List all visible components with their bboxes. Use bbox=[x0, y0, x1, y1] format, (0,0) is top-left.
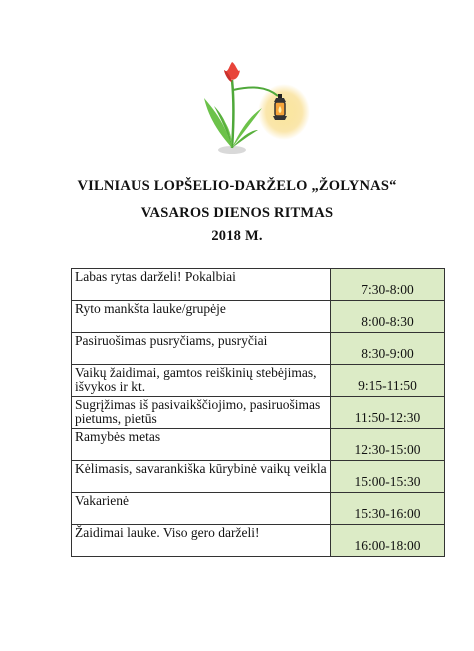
time-cell: 7:30-8:00 bbox=[331, 269, 445, 301]
time-cell: 16:00-18:00 bbox=[331, 525, 445, 557]
activity-cell: Ramybės metas bbox=[72, 429, 331, 461]
time-cell: 15:30-16:00 bbox=[331, 493, 445, 525]
activity-cell: Vakarienė bbox=[72, 493, 331, 525]
table-row bbox=[72, 397, 445, 429]
table-row bbox=[72, 525, 445, 557]
time-cell: 8:00-8:30 bbox=[331, 301, 445, 333]
page-subtitle: VASAROS DIENOS RITMAS bbox=[140, 205, 334, 221]
activity-cell: Vaikų žaidimai, gamtos reiškinių stebėjimas, išvykos ir kt. bbox=[72, 365, 331, 397]
table-row bbox=[72, 429, 445, 461]
table-row bbox=[72, 493, 445, 525]
activity-cell: Kėlimasis, savarankiška kūrybinė vaikų veikla bbox=[72, 461, 331, 493]
time-cell: 8:30-9:00 bbox=[331, 333, 445, 365]
table-row bbox=[72, 333, 445, 365]
page-year: 2018 M. bbox=[211, 228, 263, 244]
page-title: VILNIAUS LOPŠELIO-DARŽELO „ŽOLYNAS“ bbox=[77, 178, 397, 194]
activity-cell: Labas rytas darželi! Pokalbiai bbox=[72, 269, 331, 301]
activity-cell: Žaidimai lauke. Viso gero darželi! bbox=[72, 525, 331, 557]
activity-cell: Ryto mankšta lauke/grupėje bbox=[72, 301, 331, 333]
table-row bbox=[72, 269, 445, 301]
time-cell: 12:30-15:00 bbox=[331, 429, 445, 461]
table-row bbox=[72, 461, 445, 493]
table-row bbox=[72, 365, 445, 397]
tulip-lantern-icon bbox=[196, 60, 320, 158]
schedule-table bbox=[71, 268, 445, 557]
table-row bbox=[72, 301, 445, 333]
activity-cell: Pasiruošimas pusryčiams, pusryčiai bbox=[72, 333, 331, 365]
time-cell: 15:00-15:30 bbox=[331, 461, 445, 493]
time-cell: 11:50-12:30 bbox=[331, 397, 445, 429]
time-cell: 9:15-11:50 bbox=[331, 365, 445, 397]
activity-cell: Sugrįžimas iš pasivaikščiojimo, pasiruošimas pietums, pietūs bbox=[72, 397, 331, 429]
